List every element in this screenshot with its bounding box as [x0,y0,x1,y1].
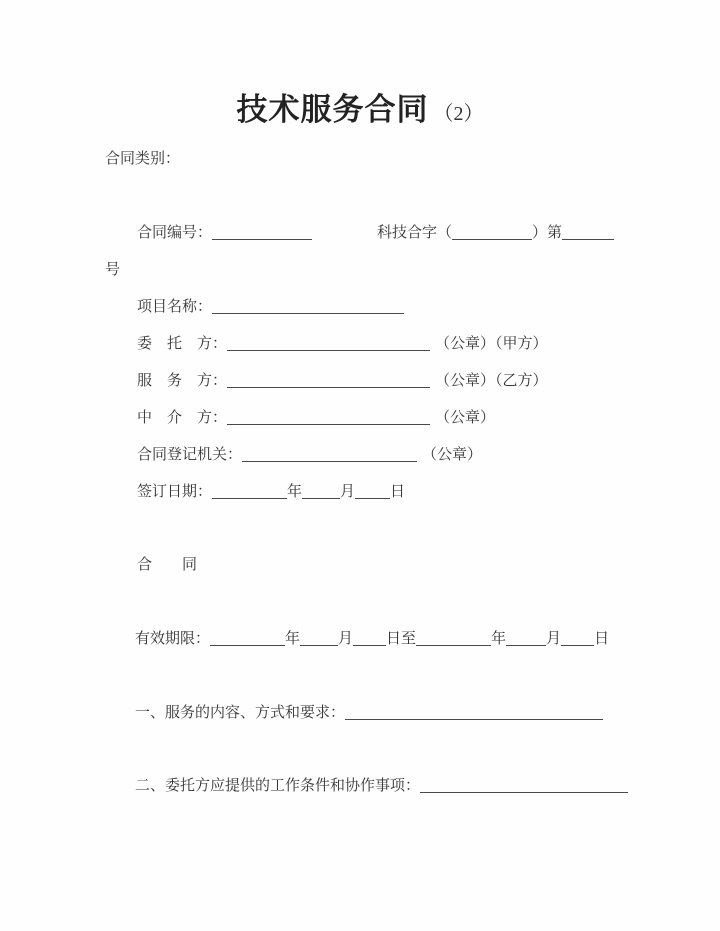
clause-2-label: 二、委托方应提供的工作条件和协作事项： [135,777,421,794]
contract-number-blank [212,226,312,240]
signing-month-blank [302,485,340,499]
clause-2-line [135,776,628,796]
validity-start-month-blank [300,632,338,646]
clause-1-line [135,703,603,723]
contract-word-line [137,555,197,575]
contract-category-label: 合同类别： [105,150,181,167]
document-title [0,84,720,129]
contract-word-label: 合 同 [137,556,198,573]
signing-year-blank [212,485,287,499]
validity-start-month-label: 月 [338,630,354,647]
signing-date-line [137,482,405,502]
validity-end-day-blank [561,632,594,646]
validity-end-year-blank [416,632,491,646]
client-seal-label: （公章）（甲方） [435,335,548,352]
clause-2-blank [420,779,628,793]
validity-end-month-blank [506,632,546,646]
service-provider-blank [227,374,430,388]
registry-label: 合同登记机关： [137,446,243,463]
document-title-number: （2） [433,103,484,125]
validity-line [135,629,609,649]
validity-label: 有效期限： [135,630,211,647]
registry-seal-label: （公章） [422,446,483,463]
intermediary-seal-label: （公章） [435,409,496,426]
contract-number-mid-label: 科技合字（ [377,224,453,241]
registry-line [137,445,482,465]
contract-number-line [137,223,614,243]
validity-start-day-blank [353,632,386,646]
project-name-blank [212,300,404,314]
project-name-label: 项目名称： [137,298,213,315]
client-blank [227,337,430,351]
validity-start-year-label: 年 [285,630,301,647]
contract-number-close-label: ）第 [532,224,563,241]
signing-day-blank [355,485,390,499]
signing-date-label: 签订日期： [137,483,213,500]
client-label: 委 托 方： [137,335,228,352]
contract-number-paren-blank [452,226,532,240]
validity-start-year-blank [210,632,285,646]
client-line [137,334,548,354]
intermediary-line [137,408,495,428]
service-provider-seal-label: （公章）（乙方） [435,372,548,389]
validity-day-to-label: 日至 [386,630,417,647]
registry-blank [242,448,417,462]
validity-end-year-label: 年 [491,630,507,647]
clause-1-blank [345,706,603,720]
service-provider-line [137,371,548,391]
validity-end-month-label: 月 [546,630,562,647]
signing-day-label: 日 [390,483,406,500]
signing-month-label: 月 [340,483,356,500]
intermediary-label: 中 介 方： [137,409,228,426]
contract-number-wrap-line [105,260,120,280]
validity-end-day-label: 日 [594,630,610,647]
project-name-line [137,297,404,317]
signing-year-label: 年 [287,483,303,500]
intermediary-blank [227,411,430,425]
document-title-text: 技术服务合同 [236,92,429,127]
clause-1-label: 一、服务的内容、方式和要求： [135,704,346,721]
contract-number-wrap-char: 号 [105,261,121,278]
contract-number-label: 合同编号： [137,224,213,241]
contract-number-no-blank [562,226,614,240]
contract-category-line [105,149,180,169]
service-provider-label: 服 务 方： [137,372,228,389]
